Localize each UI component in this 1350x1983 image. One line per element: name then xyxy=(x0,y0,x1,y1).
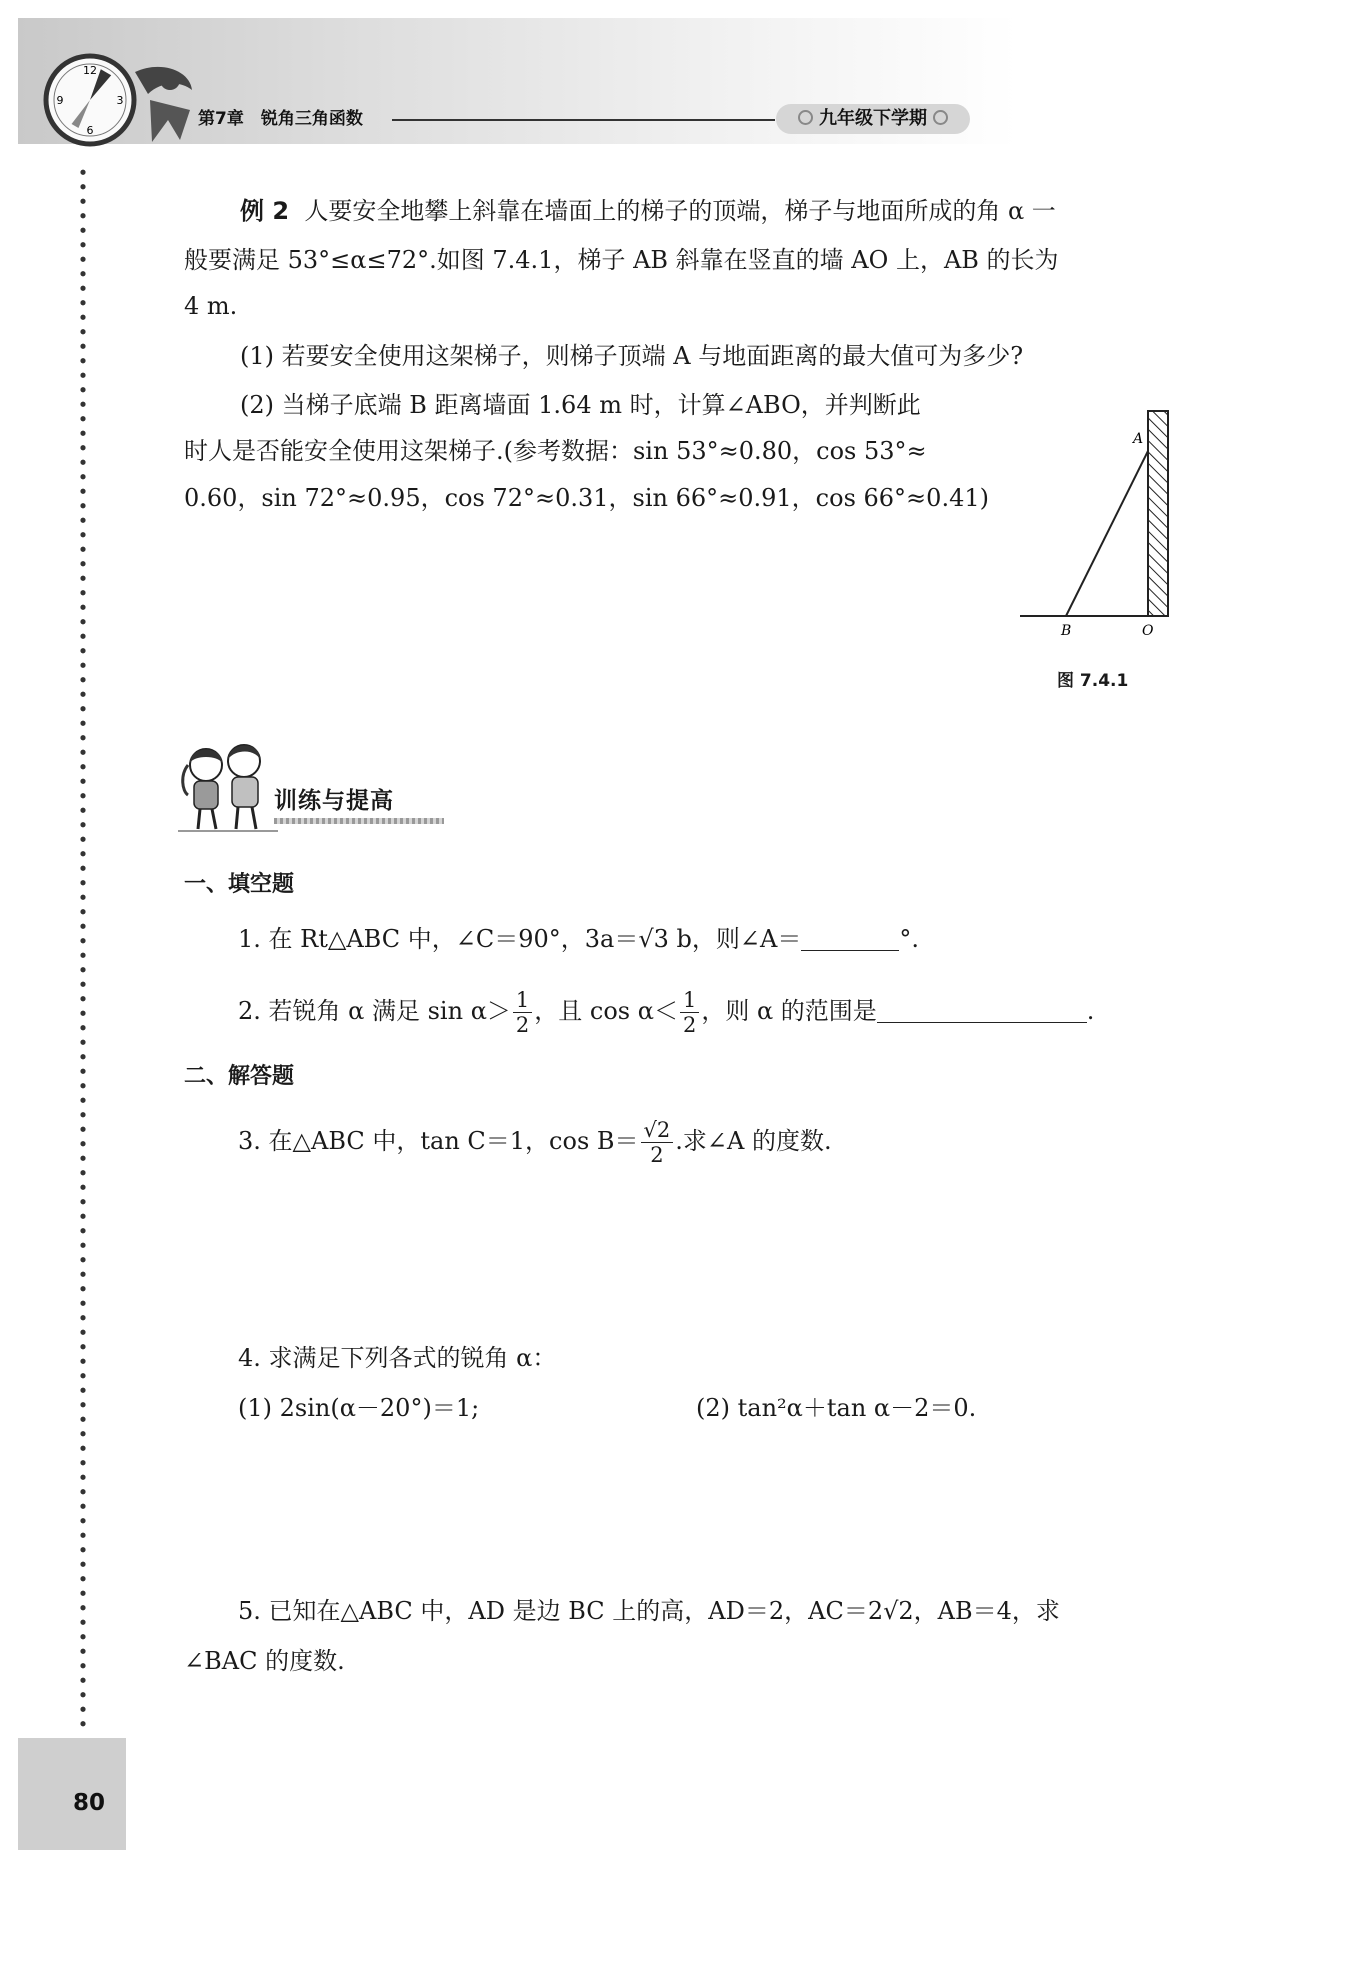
question-3-post: .求∠A 的度数. xyxy=(675,1127,832,1155)
fraction-sqrt2-over-2: $\frac{√2}{2}$ xyxy=(641,1118,674,1167)
example-line-7: 0.60，sin 72°≈0.95，cos 72°≈0.31，sin 66°≈0.91，cos 66°≈0.41) xyxy=(184,484,989,512)
grade-label: 九年级下学期 xyxy=(819,108,927,129)
clock-number-6: 6 xyxy=(86,124,94,137)
point-label-b: B xyxy=(1061,623,1072,639)
question-2-post: ，则 α 的范围是 xyxy=(701,997,877,1025)
section-title: 训练与提高 xyxy=(274,788,394,814)
question-3-pre: 3. 在△ABC 中，tan C＝1，cos B＝ xyxy=(238,1127,639,1155)
question-2-end: . xyxy=(1086,997,1095,1025)
fraction-one-half: $\frac{1}{2}$ xyxy=(680,988,699,1037)
answer-blank-1[interactable] xyxy=(801,928,899,951)
question-2 xyxy=(238,988,1094,1037)
example-line-1 xyxy=(240,196,1056,226)
example-line-6: 时人是否能安全使用这架梯子.(参考数据：sin 53°≈0.80，cos 53°≈ xyxy=(184,437,927,465)
kids-illustration xyxy=(178,735,278,835)
clock-number-3: 3 xyxy=(116,94,124,107)
question-1-end: °. xyxy=(899,925,919,953)
ladder-figure xyxy=(1010,405,1190,645)
page-number-box xyxy=(18,1738,126,1850)
grade-badge xyxy=(776,104,970,134)
fraction-one-half: $\frac{1}{2}$ xyxy=(513,988,532,1037)
wall xyxy=(1148,411,1168,616)
figure-caption: 图 7.4.1 xyxy=(1057,671,1129,691)
clock-number-9: 9 xyxy=(56,94,64,107)
ring-icon xyxy=(798,110,813,125)
question-5-line-1: 5. 已知在△ABC 中，AD 是边 BC 上的高，AD＝2，AC＝2√2，AB＝4，求 xyxy=(238,1597,1060,1625)
example-subquestion-2: (2) 当梯子底端 B 距离墙面 1.64 m 时，计算∠ABO，并判断此 xyxy=(240,391,921,419)
example-subquestion-1: (1) 若要安全使用这架梯子，则梯子顶端 A 与地面距离的最大值可为多少? xyxy=(240,342,1024,370)
example-line-2: 般要满足 53°≤α≤72°.如图 7.4.1，梯子 AB 斜靠在竖直的墙 AO 上，AB 的长为 xyxy=(184,246,1059,274)
question-1 xyxy=(238,924,919,954)
question-3 xyxy=(238,1118,832,1167)
part2-heading: 二、解答题 xyxy=(184,1064,295,1089)
example-label: 例 2 xyxy=(240,197,290,225)
ring-icon xyxy=(933,110,948,125)
clock-number-12: 12 xyxy=(83,64,97,77)
header-divider xyxy=(392,119,775,121)
question-2-pre: 2. 若锐角 α 满足 sin α＞ xyxy=(238,997,511,1025)
answer-blank-2[interactable] xyxy=(877,1000,1087,1023)
question-5-line-2: ∠BAC 的度数. xyxy=(184,1647,345,1675)
example-line-3: 4 m. xyxy=(184,292,238,320)
question-1-text: 1. 在 Rt△ABC 中，∠C＝90°，3a＝√3 b，则∠A＝ xyxy=(238,925,802,953)
question-2-mid: ，且 cos α＜ xyxy=(534,997,678,1025)
question-4: 4. 求满足下列各式的锐角 α： xyxy=(238,1344,557,1372)
point-label-a: A xyxy=(1133,431,1144,447)
clock-logo xyxy=(40,50,200,150)
example-text: 人要安全地攀上斜靠在墙面上的梯子的顶端，梯子与地面所成的角 α 一 xyxy=(304,197,1056,225)
margin-dots xyxy=(80,165,86,1730)
chapter-title: 第7章 锐角三角函数 xyxy=(198,109,363,129)
page-number: 80 xyxy=(73,1790,106,1816)
question-4-part-1: (1) 2sin(α－20°)＝1; xyxy=(238,1394,480,1422)
question-4-part-2: (2) tan²α＋tan α－2＝0. xyxy=(696,1394,977,1422)
ladder-line xyxy=(1066,451,1148,616)
section-underline xyxy=(274,818,444,824)
point-label-o: O xyxy=(1142,623,1154,639)
part1-heading: 一、填空题 xyxy=(184,872,295,897)
